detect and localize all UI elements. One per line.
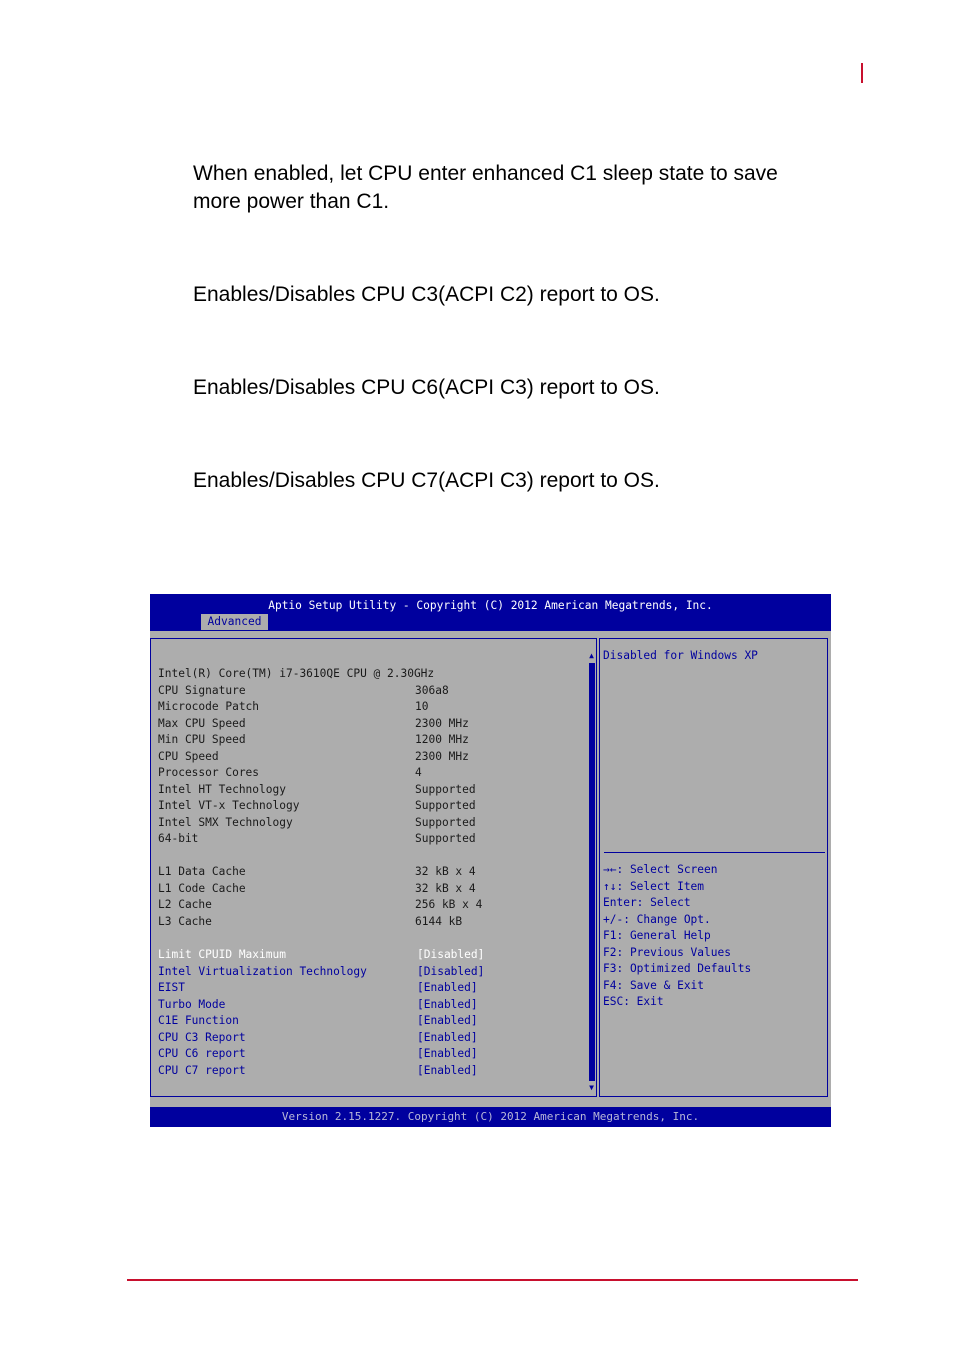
- bios-screenshot: [150, 594, 831, 1127]
- bios-footer: Version 2.15.1227. Copyright (C) 2012 American Megatrends, Inc.: [150, 1107, 831, 1127]
- scrollbar[interactable]: [588, 651, 595, 1093]
- help-divider: [604, 852, 825, 853]
- cpu-info-label: CPU Signature: [158, 684, 246, 697]
- cpu-info-label: Intel HT Technology: [158, 783, 286, 796]
- key-legend-item: ↑↓: Select Item: [603, 879, 705, 893]
- cpu-info-label: L1 Code Cache: [158, 882, 246, 895]
- cpu-info-label: Intel VT-x Technology: [158, 799, 300, 812]
- key-legend-item: +/-: Change Opt.: [603, 912, 711, 926]
- bios-header: [150, 594, 831, 631]
- scroll-down-icon[interactable]: ▼: [589, 1083, 594, 1092]
- bios-option-label: Intel Virtualization Technology: [158, 964, 367, 978]
- key-legend-item: F3: Optimized Defaults: [603, 962, 752, 975]
- key-legend-item: F1: General Help: [603, 929, 711, 942]
- bios-help-panel: [599, 638, 828, 1097]
- c7-report-description: Enables/Disables CPU C7(ACPI C3) report to OS.: [193, 469, 660, 492]
- cpu-info-value: 2300 MHz: [415, 750, 469, 763]
- cpu-info-value: Supported: [415, 816, 476, 829]
- footer-rule: [127, 1279, 858, 1281]
- cpu-info-label: Intel SMX Technology: [158, 816, 293, 829]
- cpu-info-value: 306a8: [415, 684, 449, 697]
- bios-title: Aptio Setup Utility - Copyright (C) 2012 American Megatrends, Inc.: [268, 599, 713, 612]
- cpu-info-value: 2300 MHz: [415, 717, 469, 730]
- cpu-info-label: L1 Data Cache: [158, 865, 246, 878]
- c1e-description: When enabled, let CPU enter enhanced C1 sleep state to save more power than C1.: [193, 162, 778, 213]
- cpu-info-label: Intel(R) Core(TM) i7-3610QE CPU @ 2.30GHz: [158, 667, 435, 680]
- key-legend-item: F4: Save & Exit: [603, 978, 705, 992]
- bios-option-value[interactable]: [Disabled]: [417, 964, 485, 978]
- bios-option-value[interactable]: [Enabled]: [417, 1063, 478, 1077]
- bios-settings-panel: [150, 638, 597, 1097]
- cpu-info-label: Microcode Patch: [158, 700, 260, 713]
- bios-option-value[interactable]: [Enabled]: [417, 981, 478, 994]
- cpu-info-label: 64-bit: [158, 832, 199, 845]
- cpu-info-label: Min CPU Speed: [158, 733, 246, 746]
- key-legend-item: →←: Select Screen: [603, 863, 718, 876]
- bios-option-label: CPU C6 report: [158, 1047, 246, 1060]
- cpu-info-value: 10: [415, 700, 429, 713]
- cpu-info-value: Supported: [415, 783, 476, 796]
- bios-option-label: Limit CPUID Maximum: [158, 948, 286, 961]
- key-legend-item: Enter: Select: [603, 896, 691, 909]
- cpu-info-label: L2 Cache: [158, 898, 212, 911]
- help-text: Disabled for Windows XP: [603, 649, 758, 662]
- tab-advanced[interactable]: Advanced: [201, 614, 268, 630]
- bios-option-value[interactable]: [Disabled]: [417, 948, 485, 961]
- cpu-info-label: Max CPU Speed: [158, 717, 246, 730]
- cpu-info-label: L3 Cache: [158, 915, 212, 928]
- page-edge-marker: [861, 63, 863, 83]
- key-legend-item: ESC: Exit: [603, 995, 664, 1008]
- scroll-thumb[interactable]: [589, 663, 595, 1081]
- cpu-info-value: 256 kB x 4: [415, 898, 483, 911]
- cpu-info-value: 32 kB x 4: [415, 882, 476, 895]
- cpu-info-label: Processor Cores: [158, 766, 260, 779]
- bios-option-label: CPU C7 report: [158, 1063, 246, 1077]
- bios-option-value[interactable]: [Enabled]: [417, 997, 478, 1011]
- cpu-info-value: Supported: [415, 832, 476, 845]
- cpu-info-value: 1200 MHz: [415, 733, 469, 746]
- c6-report-description: Enables/Disables CPU C6(ACPI C3) report to OS.: [193, 376, 660, 399]
- cpu-info-value: 32 kB x 4: [415, 865, 476, 878]
- cpu-info-label: CPU Speed: [158, 750, 219, 763]
- bios-option-value[interactable]: [Enabled]: [417, 1014, 478, 1027]
- key-legend-item: F2: Previous Values: [603, 945, 731, 959]
- bios-option-label: Turbo Mode: [158, 997, 226, 1011]
- c3-report-description: Enables/Disables CPU C3(ACPI C2) report to OS.: [193, 283, 660, 306]
- bios-option-value[interactable]: [Enabled]: [417, 1047, 478, 1060]
- cpu-info-value: 4: [415, 766, 422, 779]
- bios-option-label: C1E Function: [158, 1014, 239, 1027]
- cpu-info-value: Supported: [415, 799, 476, 812]
- cpu-info-value: 6144 kB: [415, 915, 463, 928]
- bios-option-value[interactable]: [Enabled]: [417, 1030, 478, 1044]
- bios-option-label: EIST: [158, 981, 185, 994]
- scroll-up-icon[interactable]: ▲: [589, 651, 594, 660]
- bios-option-label: CPU C3 Report: [158, 1030, 246, 1044]
